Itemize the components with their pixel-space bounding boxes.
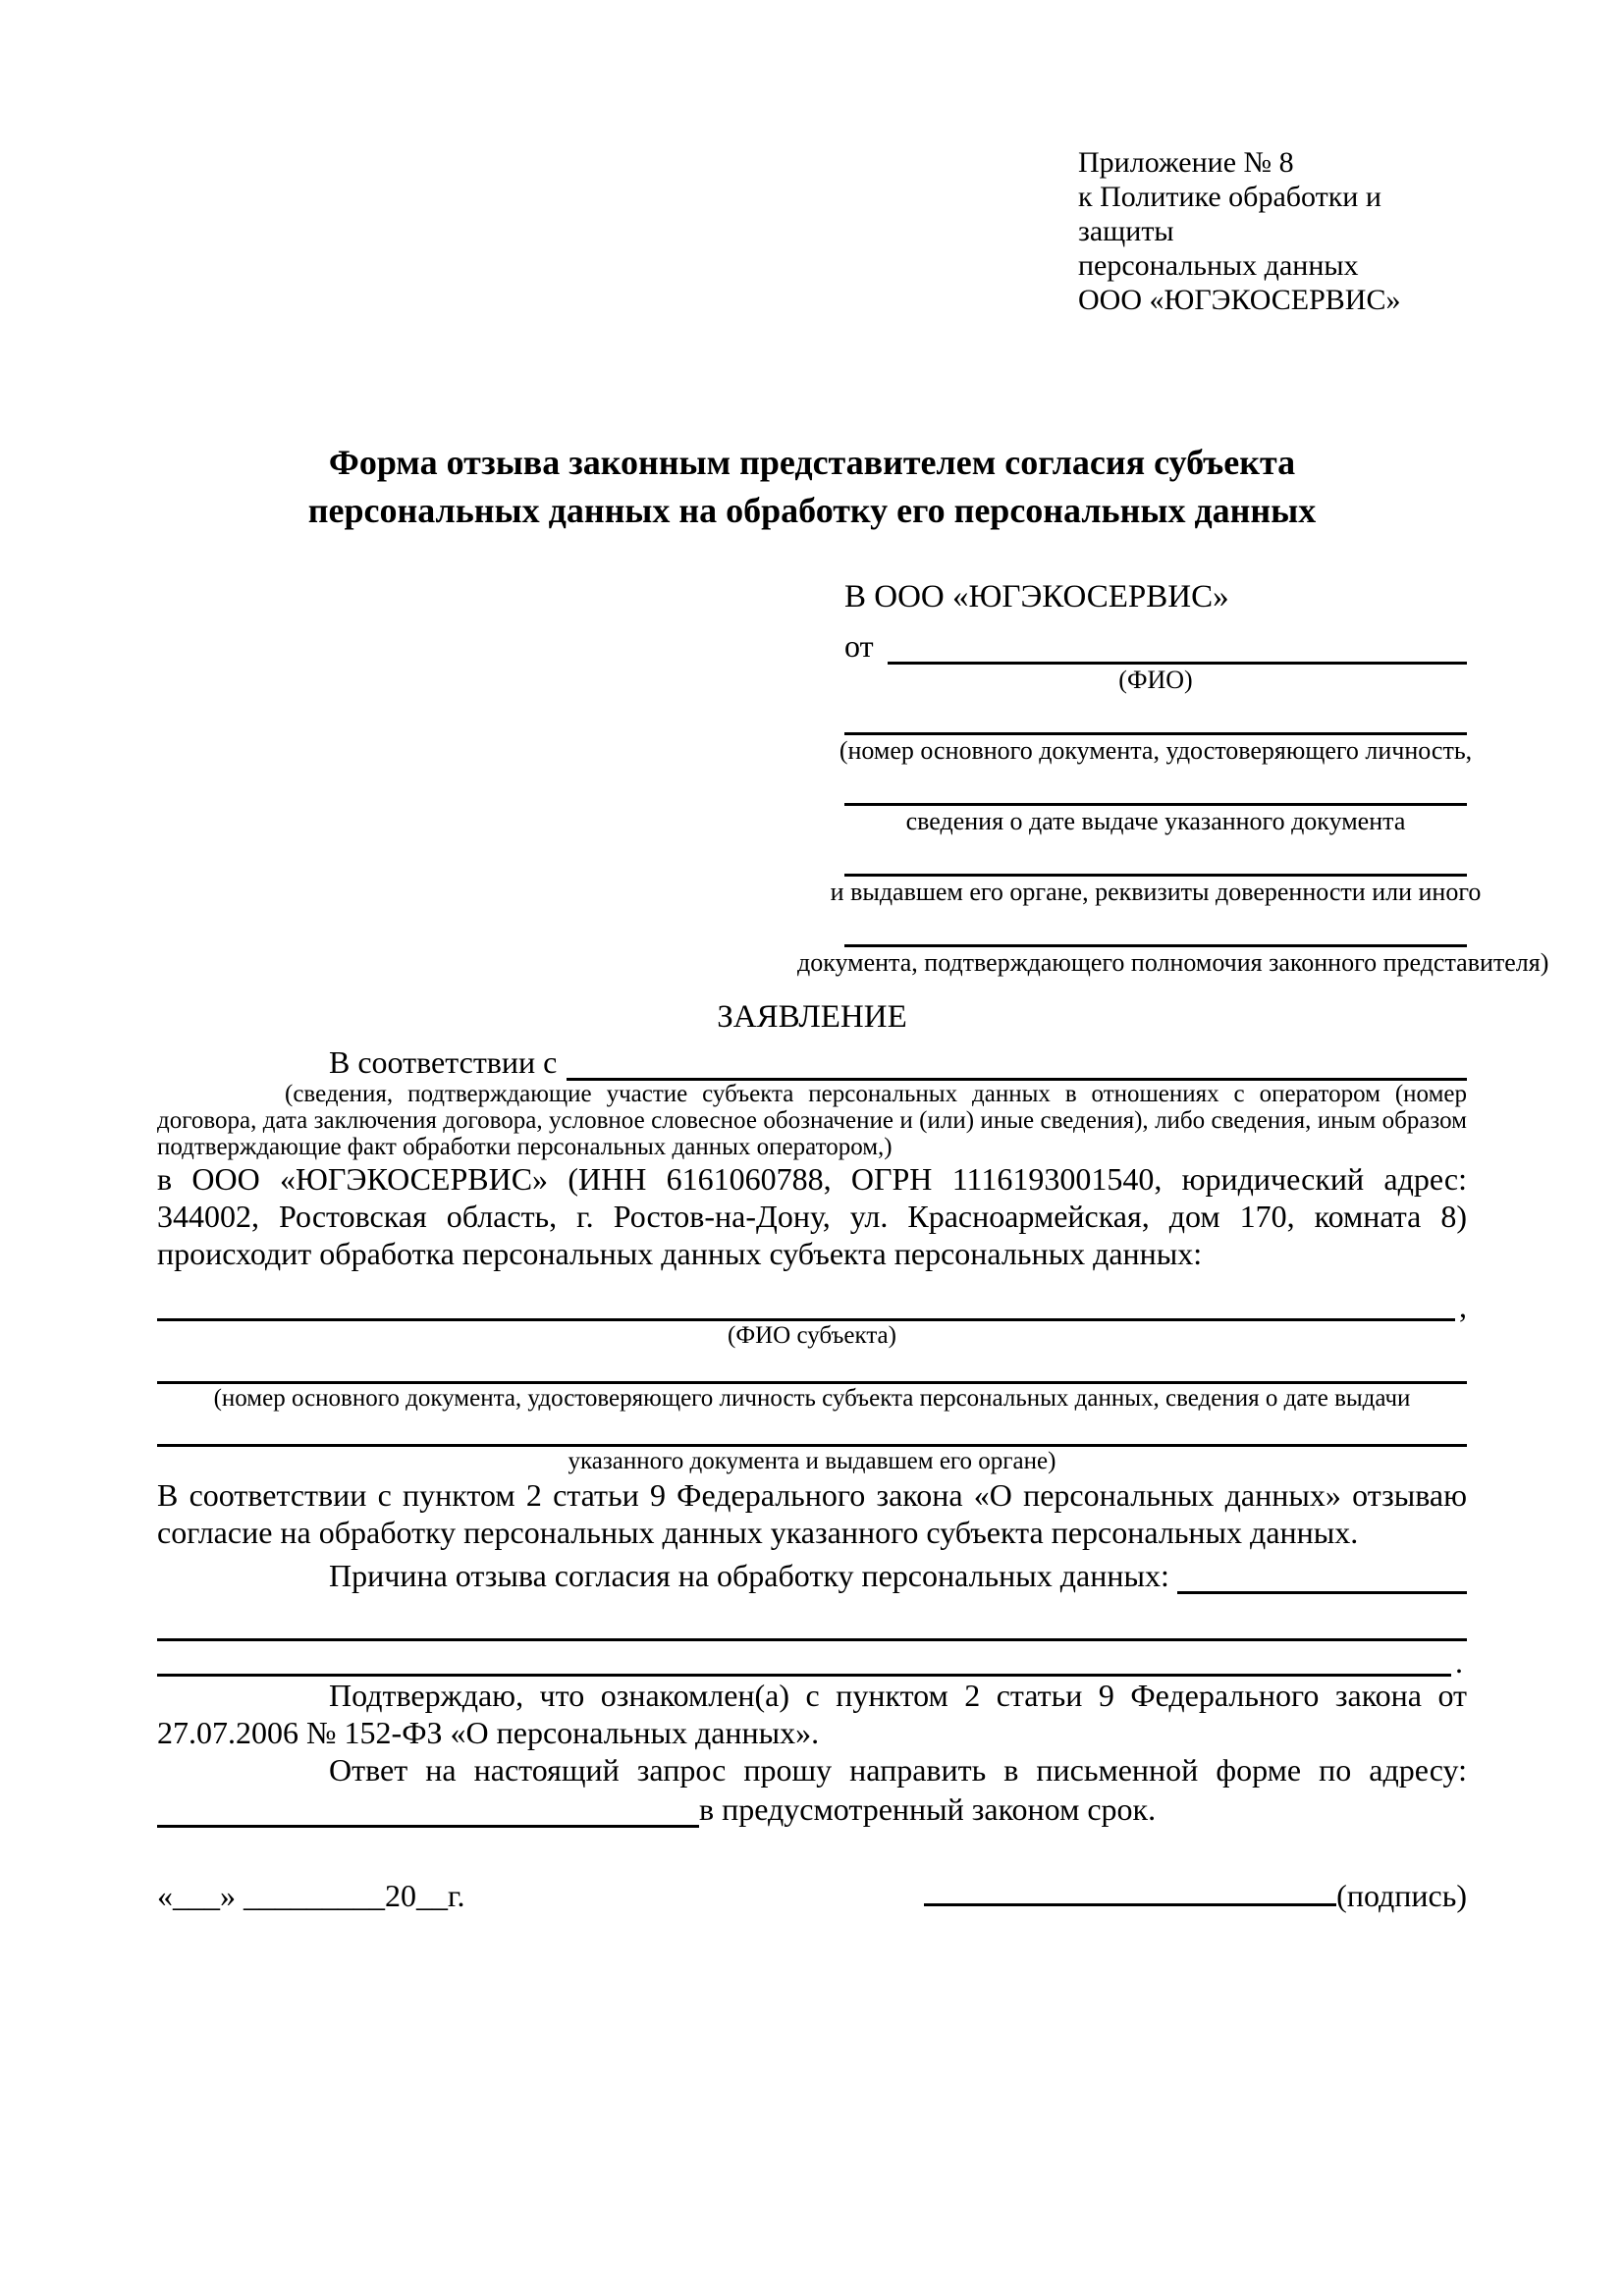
appendix-line-1: Приложение № 8 — [1078, 146, 1294, 179]
identity-doc-caption-2: сведения о дате выдаче указанного документа — [905, 807, 1406, 835]
signature-line — [924, 1873, 1336, 1906]
reason-label: Причина отзыва согласия на обработку персональных данных: — [329, 1558, 1169, 1593]
fio-caption: (ФИО) — [1118, 666, 1193, 694]
identity-doc-caption-4: документа, подтверждающего полномочия законного представителя) — [797, 948, 1549, 977]
subject-doc-caption-1: (номер основного документа, удостоверяющего личность субъекта персональных данных, сведения о дате выдачи — [213, 1385, 1411, 1412]
accordance-fill-line — [567, 1043, 1467, 1081]
reply-address-row — [157, 1789, 1467, 1828]
subject-doc-group-2 — [157, 1423, 1467, 1476]
reason-line — [157, 1551, 1467, 1594]
signature-caption: (подпись) — [1336, 1878, 1467, 1913]
reply-address-line — [157, 1796, 699, 1828]
reply-deadline-text: в предусмотренный законом срок. — [699, 1791, 1157, 1827]
reason-line-3-rule — [157, 1647, 1451, 1677]
subject-doc-line-2 — [157, 1423, 1467, 1447]
identity-doc-line-3 — [844, 853, 1467, 877]
subject-doc-group-1 — [157, 1361, 1467, 1414]
identity-doc-line-4 — [844, 924, 1467, 947]
statement-heading: ЗАЯВЛЕНИЕ — [717, 999, 907, 1035]
reason-line-3 — [157, 1641, 1467, 1680]
identity-doc-group-4 — [797, 924, 1549, 979]
addressee-block — [797, 574, 1549, 979]
subject-fio-caption: (ФИО субъекта) — [728, 1322, 896, 1349]
accordance-label: В соответствии с — [329, 1044, 558, 1080]
subject-fio-line — [157, 1296, 1455, 1321]
document-title: Форма отзыва законным представителем согласия субъекта персональных данных на обработку его персональных данных — [307, 443, 1317, 530]
subject-doc-line-1 — [157, 1361, 1467, 1384]
date-line: «___» _________20__г. — [157, 1878, 465, 1913]
operator-paragraph: в ООО «ЮГЭКОСЕРВИС» (ИНН 6161060788, ОГРН 1116193001540, юридический адрес: 344002, Ростовская область, г. Ростов-на-Дону, ул. Красноармейская, дом 170, комната 8) происходит обработка персональных данных субъекта персональных данных: — [157, 1161, 1467, 1271]
signature-group — [924, 1873, 1467, 1914]
identity-doc-group-2 — [844, 782, 1467, 837]
identity-doc-caption-1: (номер основного документа, удостоверяющего личность, — [839, 736, 1473, 765]
appendix-line-4: ООО «ЮГЭКОСЕРВИС» — [1078, 284, 1401, 316]
withdrawal-paragraph: В соответствии с пунктом 2 статьи 9 Федерального закона «О персональных данных» отзываю согласие на обработку персональных данных указанного субъекта персональных данных. — [157, 1477, 1467, 1550]
accordance-line — [157, 1038, 1467, 1081]
reason-fill-line — [1177, 1559, 1467, 1594]
signature-footer — [157, 1873, 1467, 1914]
identity-doc-caption-3: и выдавшем его органе, реквизиты доверенности или иного — [830, 878, 1482, 906]
identity-doc-group-1 — [839, 712, 1473, 767]
appendix-line-2: к Политике обработки и защиты — [1078, 181, 1381, 247]
identity-doc-line-1 — [844, 712, 1467, 735]
identity-doc-line-2 — [844, 782, 1467, 806]
accordance-caption: (сведения, подтверждающие участие субъекта персональных данных в отношениях с оператором (номер договора, дата заключения договора, условное словесное обозначение и (или) иные сведения), либо сведения, иным образом подтверждающие факт обработки персональных данных оператором,) — [157, 1081, 1467, 1160]
from-label: от — [844, 628, 874, 664]
subject-fio-row — [157, 1289, 1467, 1324]
reason-period: . — [1455, 1644, 1463, 1680]
confirmation-paragraph: Подтверждаю, что ознакомлен(а) с пунктом 2 статьи 9 Федерального закона от 27.07.2006 № 152-ФЗ «О персональных данных». — [157, 1678, 1467, 1750]
from-line — [844, 619, 1467, 665]
subject-line-comma: , — [1459, 1289, 1467, 1324]
addressee-organization: В ООО «ЮГЭКОСЕРВИС» — [844, 579, 1229, 614]
reason-line-2 — [157, 1616, 1467, 1641]
appendix-header — [1078, 145, 1467, 317]
subject-doc-caption-2: указанного документа и выдавшем его органе) — [568, 1448, 1056, 1474]
reply-request-line: Ответ на настоящий запрос прошу направить в письменной форме по адресу: — [329, 1752, 1467, 1788]
appendix-line-3: персональных данных — [1078, 249, 1359, 282]
from-fill-line — [888, 625, 1467, 665]
identity-doc-group-3 — [830, 853, 1482, 908]
